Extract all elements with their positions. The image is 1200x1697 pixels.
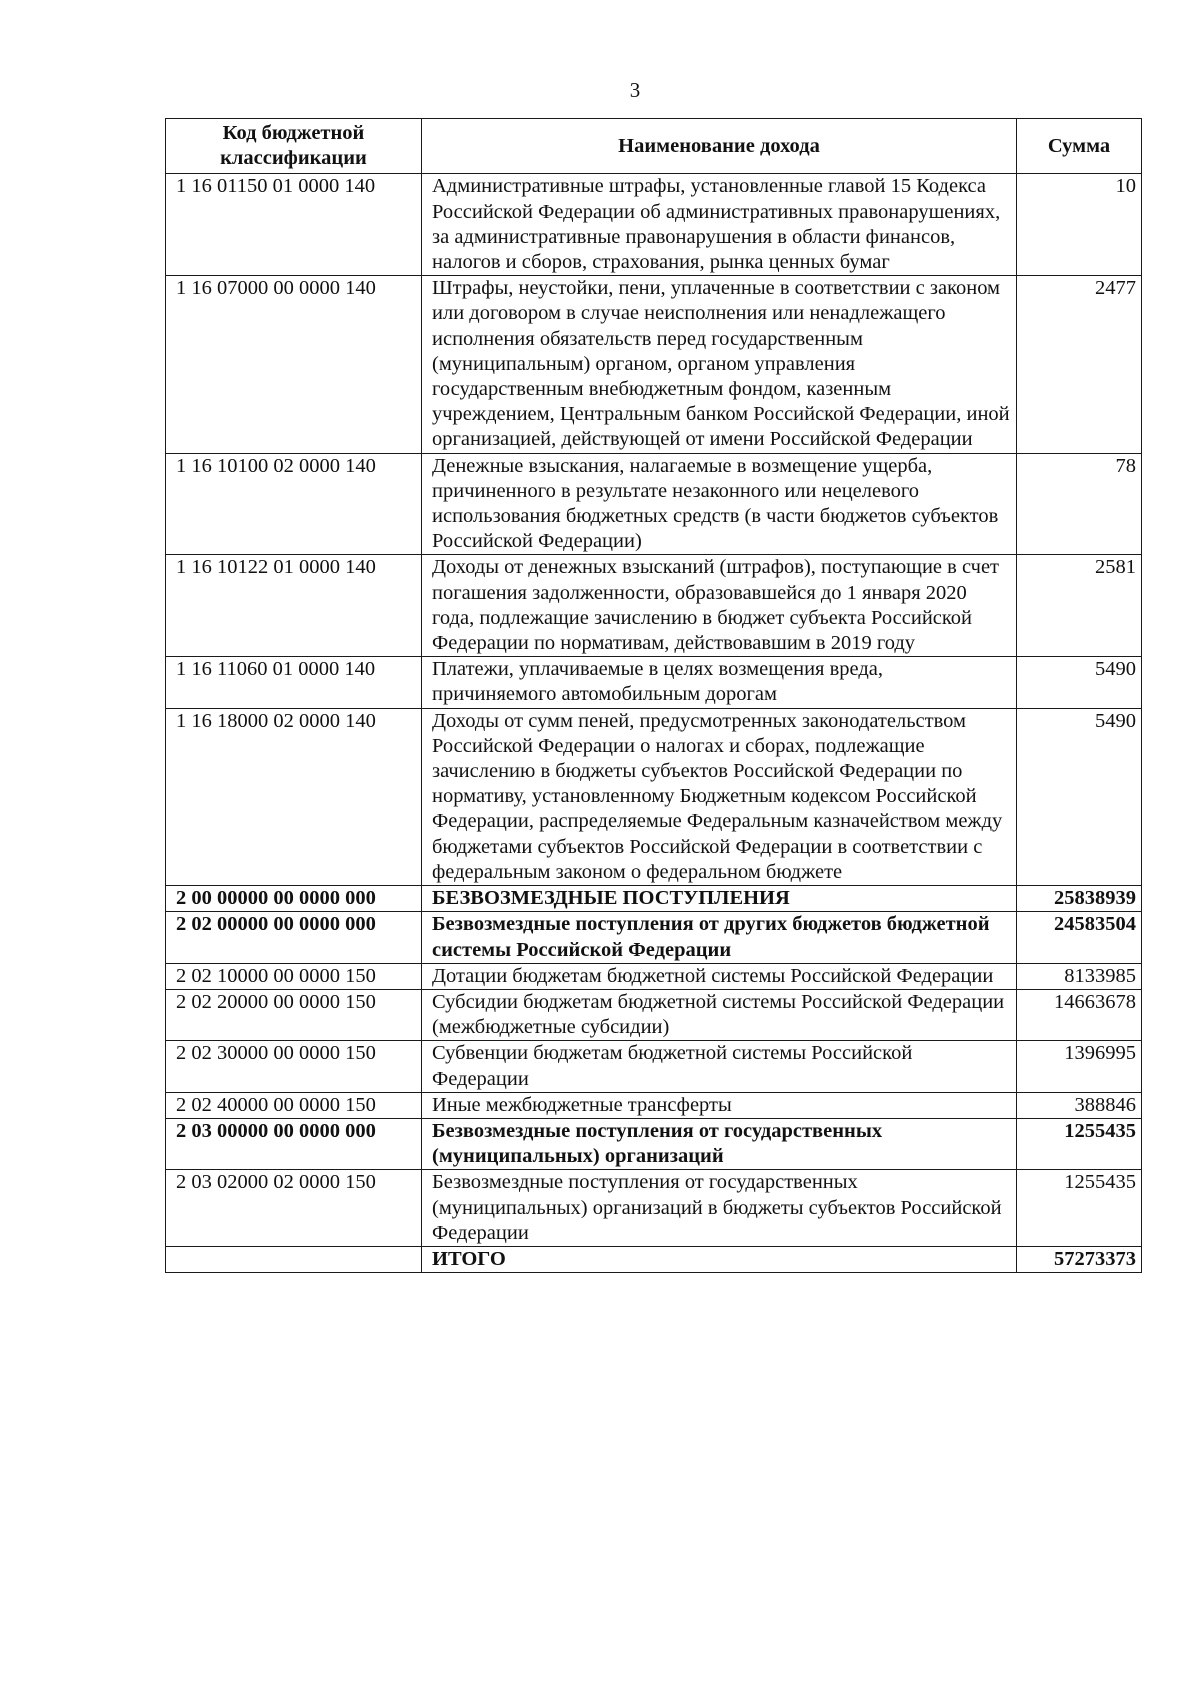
total-label: ИТОГО (422, 1246, 1017, 1272)
row-name: Безвозмездные поступления от государственных (муниципальных) организаций в бюджеты субъектов Российской Федерации (422, 1170, 1017, 1247)
row-sum: 2477 (1017, 276, 1142, 453)
table-header-row (166, 119, 1142, 174)
row-name: Безвозмездные поступления от государственных (муниципальных) организаций (422, 1118, 1017, 1169)
row-sum: 25838939 (1017, 886, 1142, 912)
row-code: 2 00 00000 00 0000 000 (166, 886, 422, 912)
row-name: Платежи, уплачиваемые в целях возмещения вреда, причиняемого автомобильным дорогам (422, 657, 1017, 708)
table-row-total (166, 1246, 1142, 1272)
row-sum: 388846 (1017, 1092, 1142, 1118)
table-row (166, 174, 1142, 276)
row-sum: 10 (1017, 174, 1142, 276)
row-name: Дотации бюджетам бюджетной системы Российской Федерации (422, 963, 1017, 989)
table-row-section (166, 912, 1142, 963)
header-sum: Сумма (1017, 119, 1142, 174)
row-sum: 1255435 (1017, 1118, 1142, 1169)
row-sum: 14663678 (1017, 989, 1142, 1040)
table-row (166, 276, 1142, 453)
row-name: Штрафы, неустойки, пени, уплаченные в соответствии с законом или договором в случае неисполнения или ненадлежащего исполнения обязательств перед государственным (муниципальным) органом, органом управления государственным внебюджетным фондом, казенным учреждением, Центральным банком Российской Федерации, иной организацией, действующей от имени Российской Федерации (422, 276, 1017, 453)
row-code: 2 02 00000 00 0000 000 (166, 912, 422, 963)
row-sum: 1396995 (1017, 1041, 1142, 1092)
table-row (166, 708, 1142, 885)
row-sum: 5490 (1017, 708, 1142, 885)
row-code: 1 16 11060 01 0000 140 (166, 657, 422, 708)
row-sum: 8133985 (1017, 963, 1142, 989)
table-row (166, 1041, 1142, 1092)
row-code: 2 02 10000 00 0000 150 (166, 963, 422, 989)
row-sum: 2581 (1017, 555, 1142, 657)
row-sum: 78 (1017, 453, 1142, 555)
table-row (166, 1092, 1142, 1118)
header-code: Код бюджетной классификации (166, 119, 422, 174)
table-row (166, 657, 1142, 708)
row-name: Субвенции бюджетам бюджетной системы Российской Федерации (422, 1041, 1017, 1092)
table-row (166, 989, 1142, 1040)
table-row-section (166, 886, 1142, 912)
page-number: 3 (629, 78, 641, 102)
row-code: 1 16 07000 00 0000 140 (166, 276, 422, 453)
row-code: 2 02 20000 00 0000 150 (166, 989, 422, 1040)
table-row (166, 453, 1142, 555)
row-name: Иные межбюджетные трансферты (422, 1092, 1017, 1118)
row-name: БЕЗВОЗМЕЗДНЫЕ ПОСТУПЛЕНИЯ (422, 886, 1017, 912)
row-code: 2 02 40000 00 0000 150 (166, 1092, 422, 1118)
table-row (166, 1170, 1142, 1247)
row-sum: 5490 (1017, 657, 1142, 708)
total-code (166, 1246, 422, 1272)
row-code: 1 16 18000 02 0000 140 (166, 708, 422, 885)
row-code: 2 03 02000 02 0000 150 (166, 1170, 422, 1247)
table-row (166, 963, 1142, 989)
row-code: 1 16 10122 01 0000 140 (166, 555, 422, 657)
row-name: Доходы от денежных взысканий (штрафов), поступающие в счет погашения задолженности, образовавшейся до 1 января 2020 года, подлежащие зачислению в бюджет субъекта Российской Федерации по нормативам, действовавшим в 2019 году (422, 555, 1017, 657)
row-name: Безвозмездные поступления от других бюджетов бюджетной системы Российской Федерации (422, 912, 1017, 963)
row-name: Административные штрафы, установленные главой 15 Кодекса Российской Федерации об административных правонарушениях, за административные правонарушения в области финансов, налогов и сборов, страхования, рынка ценных бумаг (422, 174, 1017, 276)
table-row-section (166, 1118, 1142, 1169)
row-code: 1 16 01150 01 0000 140 (166, 174, 422, 276)
row-code: 2 03 00000 00 0000 000 (166, 1118, 422, 1169)
row-code: 1 16 10100 02 0000 140 (166, 453, 422, 555)
row-name: Субсидии бюджетам бюджетной системы Российской Федерации (межбюджетные субсидии) (422, 989, 1017, 1040)
header-name: Наименование дохода (422, 119, 1017, 174)
table-row (166, 555, 1142, 657)
row-sum: 1255435 (1017, 1170, 1142, 1247)
row-name: Доходы от сумм пеней, предусмотренных законодательством Российской Федерации о налогах и сборах, подлежащие зачислению в бюджеты субъектов Российской Федерации по нормативу, установленному Бюджетным кодексом Российской Федерации, распределяемые Федеральным казначейством между бюджетами субъектов Российской Федерации в соответствии с федеральным законом о федеральном бюджете (422, 708, 1017, 885)
total-sum: 57273373 (1017, 1246, 1142, 1272)
row-sum: 24583504 (1017, 912, 1142, 963)
row-name: Денежные взыскания, налагаемые в возмещение ущерба, причиненного в результате незаконного или нецелевого использования бюджетных средств (в части бюджетов субъектов Российской Федерации) (422, 453, 1017, 555)
revenue-table (165, 118, 1142, 1273)
row-code: 2 02 30000 00 0000 150 (166, 1041, 422, 1092)
